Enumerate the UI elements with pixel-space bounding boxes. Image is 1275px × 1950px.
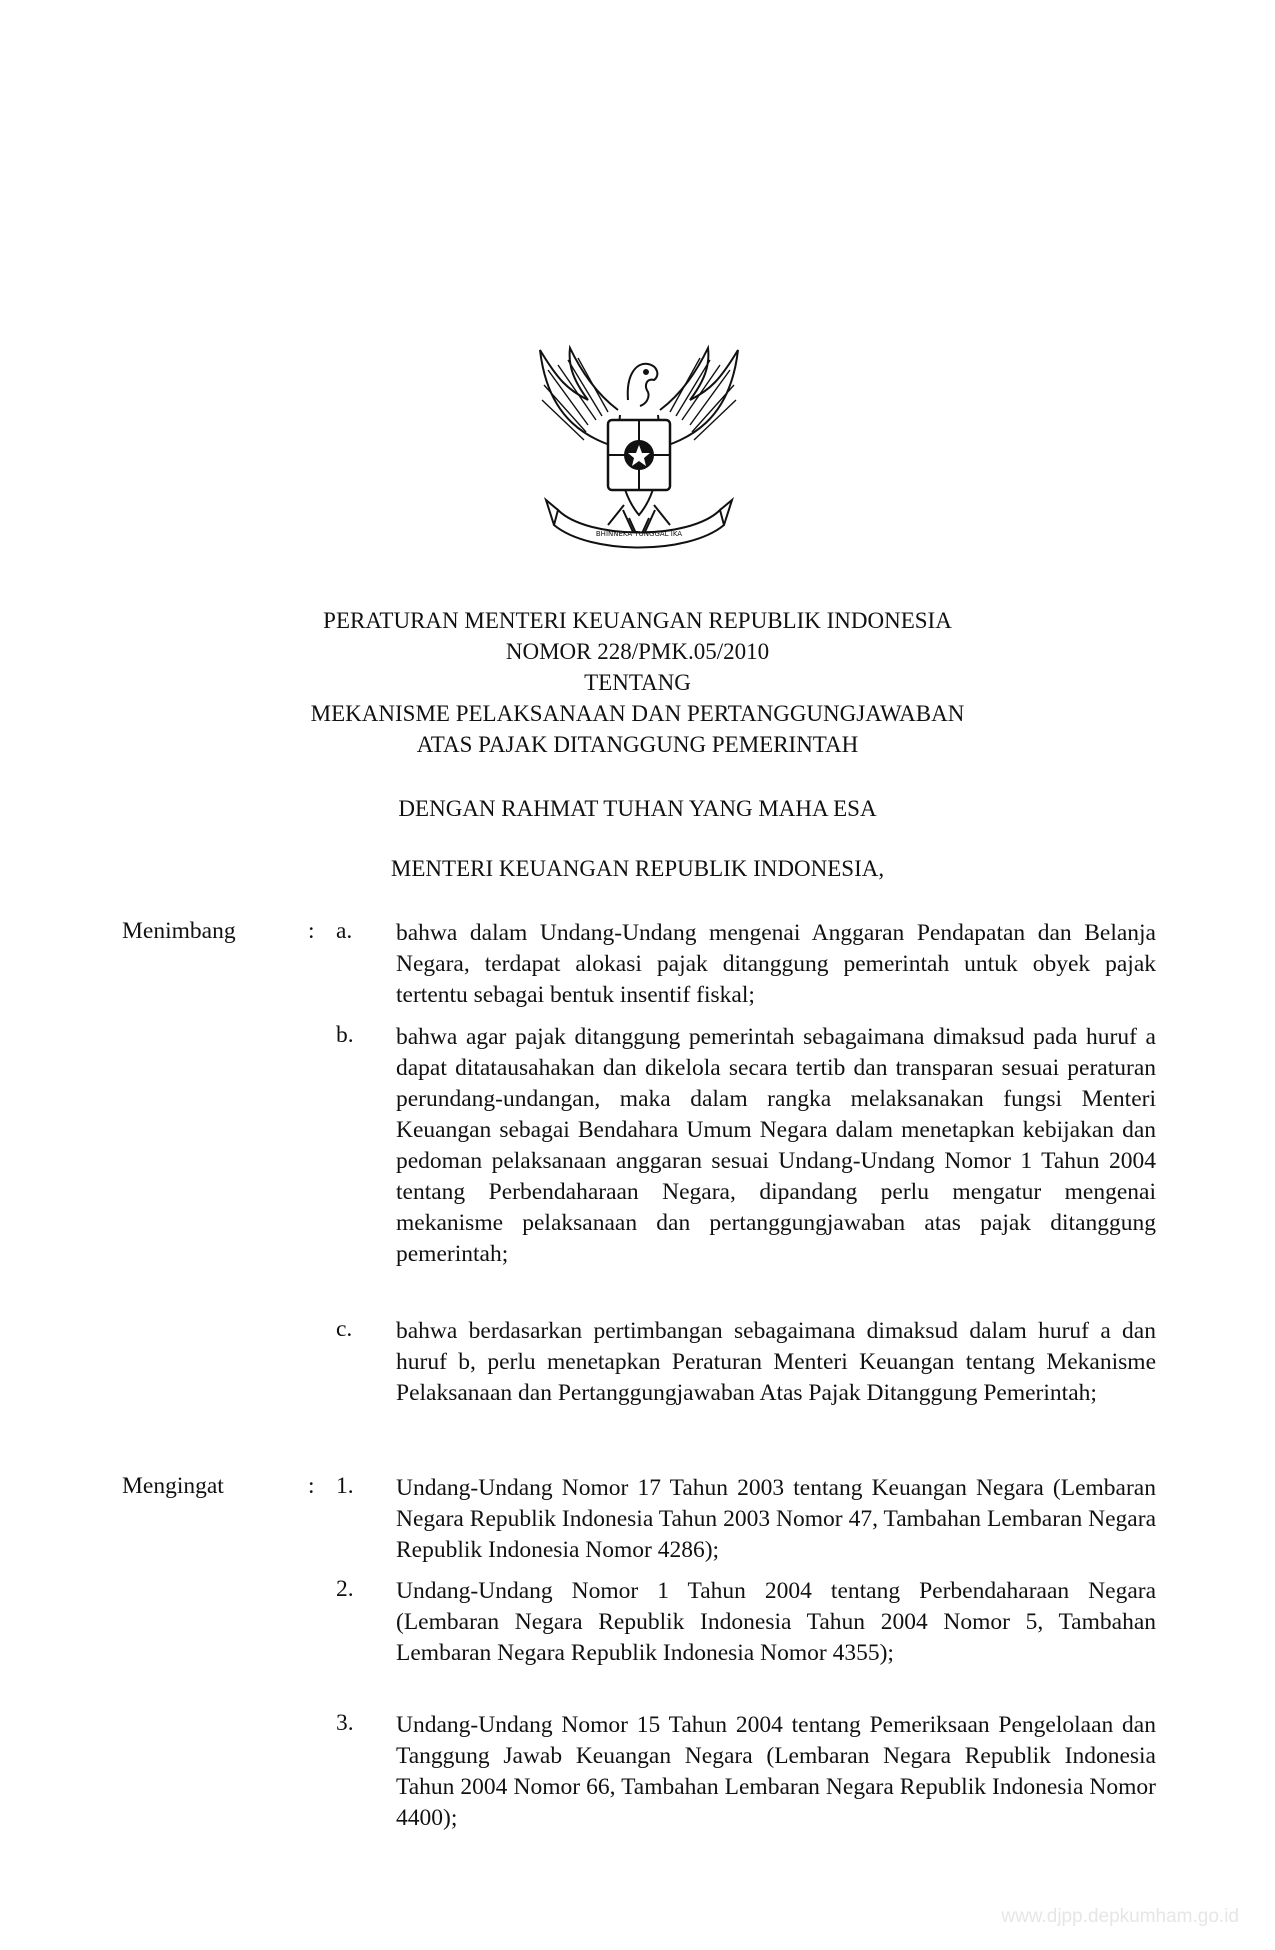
issuer xyxy=(0,853,1275,884)
title-line-1: PERATURAN MENTERI KEUANGAN REPUBLIK INDONESIA xyxy=(323,608,952,633)
item-marker: c. xyxy=(336,1316,353,1342)
garuda-pancasila-emblem-icon xyxy=(528,340,750,568)
regulation-title xyxy=(0,605,1275,760)
title-line-4: MEKANISME PELAKSANAAN DAN PERTANGGUNGJAWABAN xyxy=(310,701,965,726)
item-text: Undang-Undang Nomor 15 Tahun 2004 tentang Pemeriksaan Pengelolaan dan Tanggung Jawab Keuangan Negara (Lembaran Negara Republik Indonesia Tahun 2004 Nomor 66, Tambahan Lembaran Negara Republik Indonesia Nomor 4400); xyxy=(396,1712,1156,1831)
garuda-emblem xyxy=(528,340,750,568)
item-text: Undang-Undang Nomor 1 Tahun 2004 tentang Perbendaharaan Negara (Lembaran Negara Republik Indonesia Tahun 2004 Nomor 5, Tambahan Lembaran Negara Republik Indonesia Nomor 4355); xyxy=(396,1578,1156,1666)
title-line-5: ATAS PAJAK DITANGGUNG PEMERINTAH xyxy=(416,732,859,757)
invocation-line: DENGAN RAHMAT TUHAN YANG MAHA ESA xyxy=(398,796,877,821)
item-text: bahwa agar pajak ditanggung pemerintah sebagaimana dimaksud pada huruf a dapat ditatausahakan dan dikelola secara tertib dan transparan sesuai peraturan perundang-undangan, maka dalam rangka melaksanakan fungsi Menteri Keuangan sebagai Bendahara Umum Negara dalam menetapkan kebijakan dan pedoman pelaksanaan anggaran sesuai Undang-Undang Nomor 1 Tahun 2004 tentang Perbendaharaan Negara, dipandang perlu mengatur mengenai mekanisme pelaksanaan dan pertanggungjawaban atas pajak ditanggung pemerintah; xyxy=(396,1024,1156,1267)
invocation xyxy=(0,793,1275,824)
menimbang-colon: : xyxy=(308,918,315,944)
menimbang-label: Menimbang xyxy=(122,918,236,944)
title-line-3: TENTANG xyxy=(584,670,691,695)
item-text: Undang-Undang Nomor 17 Tahun 2003 tentang Keuangan Negara (Lembaran Negara Republik Indonesia Tahun 2003 Nomor 47, Tambahan Lembaran Negara Republik Indonesia Nomor 4286); xyxy=(396,1475,1156,1563)
mengingat-colon: : xyxy=(308,1473,315,1499)
watermark: www.djpp.depkumham.go.id xyxy=(1001,1906,1239,1927)
emblem-motto: BHINNEKA TUNGGAL IKA xyxy=(595,530,683,538)
item-marker: 1. xyxy=(336,1473,354,1499)
issuer-line: MENTERI KEUANGAN REPUBLIK INDONESIA, xyxy=(390,856,885,881)
item-marker: b. xyxy=(336,1022,354,1048)
item-marker: a. xyxy=(336,918,353,944)
title-line-2: NOMOR 228/PMK.05/2010 xyxy=(505,639,770,664)
mengingat-label: Mengingat xyxy=(122,1473,224,1499)
item-text: bahwa dalam Undang-Undang mengenai Anggaran Pendapatan dan Belanja Negara, terdapat alokasi pajak ditanggung pemerintah untuk obyek pajak tertentu sebagai bentuk insentif fiskal; xyxy=(396,920,1156,1008)
item-marker: 2. xyxy=(336,1576,354,1602)
item-text: bahwa berdasarkan pertimbangan sebagaimana dimaksud dalam huruf a dan huruf b, perlu menetapkan Peraturan Menteri Keuangan tentang Mekanisme Pelaksanaan dan Pertanggungjawaban Atas Pajak Ditanggung Pemerintah; xyxy=(396,1318,1156,1406)
item-marker: 3. xyxy=(336,1710,354,1736)
